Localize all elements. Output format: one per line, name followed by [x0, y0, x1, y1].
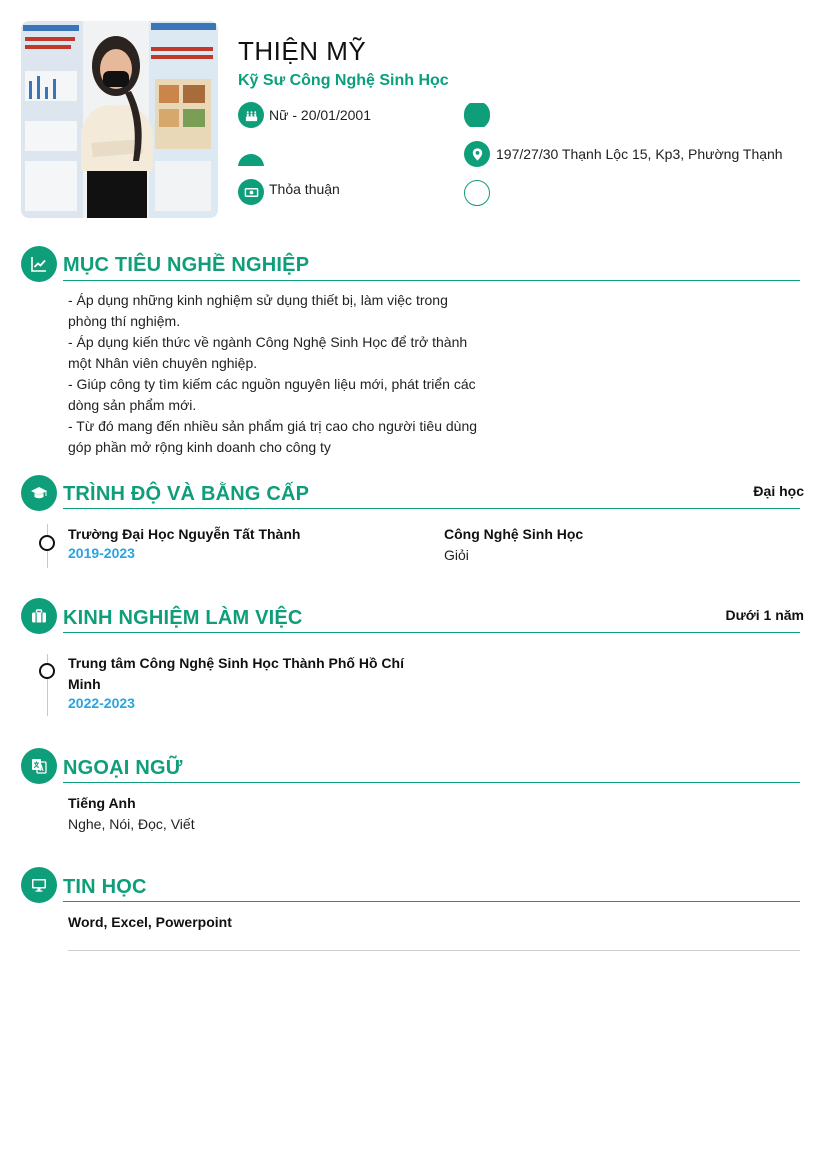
- bottom-divider: [68, 950, 800, 951]
- education-years: 2019-2023: [68, 545, 135, 561]
- major: Công Nghệ Sinh Học: [444, 526, 584, 542]
- experience-years: 2022-2023: [68, 695, 135, 711]
- it-title: TIN HỌC: [63, 876, 147, 898]
- grade: Giỏi: [444, 547, 469, 563]
- career-goal-text: - Áp dụng những kinh nghiệm sử dụng thiết bị, làm việc trong phòng thí nghiệm. - Áp dụng kiến thức về ngành Công Nghệ Sinh Học để trở thành một Nhân viên chuyên nghiệp. - Giúp công ty tìm kiếm các nguồn nguyên liệu mới, phát triển các dòng sản phẩm mới. - Từ đó mang đến nhiều sản phẩm giá trị cao cho người tiêu dùng góp phần mở rộng kinh doanh cho công ty: [68, 292, 478, 455]
- timeline-dot: [39, 663, 55, 679]
- divider: [63, 782, 800, 783]
- profile-photo: [21, 21, 218, 218]
- candidate-name: THIỆN MỸ: [238, 36, 367, 66]
- map-pin-icon: [464, 141, 490, 167]
- divider: [63, 632, 800, 633]
- translate-icon: [21, 748, 57, 784]
- company-name: Trung tâm Công Nghệ Sinh Học Thành Phố Hồ Chí Minh: [68, 655, 404, 692]
- graduation-cap-icon: [21, 475, 57, 511]
- phone-icon: [238, 140, 264, 166]
- cake-icon: [238, 102, 264, 128]
- job-title: Kỹ Sư Công Nghệ Sinh Học: [238, 72, 449, 89]
- address: 197/27/30 Thạnh Lộc 15, Kp3, Phường Thạnh: [496, 146, 783, 162]
- divider: [63, 901, 800, 902]
- language-name: Tiếng Anh: [68, 795, 136, 811]
- briefcase-icon: [21, 598, 57, 634]
- career-goal-title: MỤC TIÊU NGHỀ NGHIỆP: [63, 254, 310, 276]
- language-skills: Nghe, Nói, Đọc, Viết: [68, 816, 195, 832]
- experience-title: KINH NGHIỆM LÀM VIỆC: [63, 607, 303, 629]
- experience-duration: Dưới 1 năm: [725, 607, 804, 623]
- timeline-dot: [39, 535, 55, 551]
- money-icon: [238, 179, 264, 205]
- monitor-icon: [21, 867, 57, 903]
- school-name: Trường Đại Học Nguyễn Tất Thành: [68, 526, 301, 542]
- education-level: Đại học: [753, 483, 804, 499]
- divider: [63, 280, 800, 281]
- education-title: TRÌNH ĐỘ VÀ BẰNG CẤP: [63, 483, 310, 505]
- salary: Thỏa thuận: [269, 181, 340, 197]
- languages-title: NGOẠI NGỮ: [63, 757, 183, 779]
- gender-dob: Nữ - 20/01/2001: [269, 107, 371, 123]
- website-icon: [464, 180, 490, 206]
- it-skills: Word, Excel, Powerpoint: [68, 914, 232, 930]
- chart-line-icon: [21, 246, 57, 282]
- email-icon: [464, 103, 490, 127]
- divider: [63, 508, 800, 509]
